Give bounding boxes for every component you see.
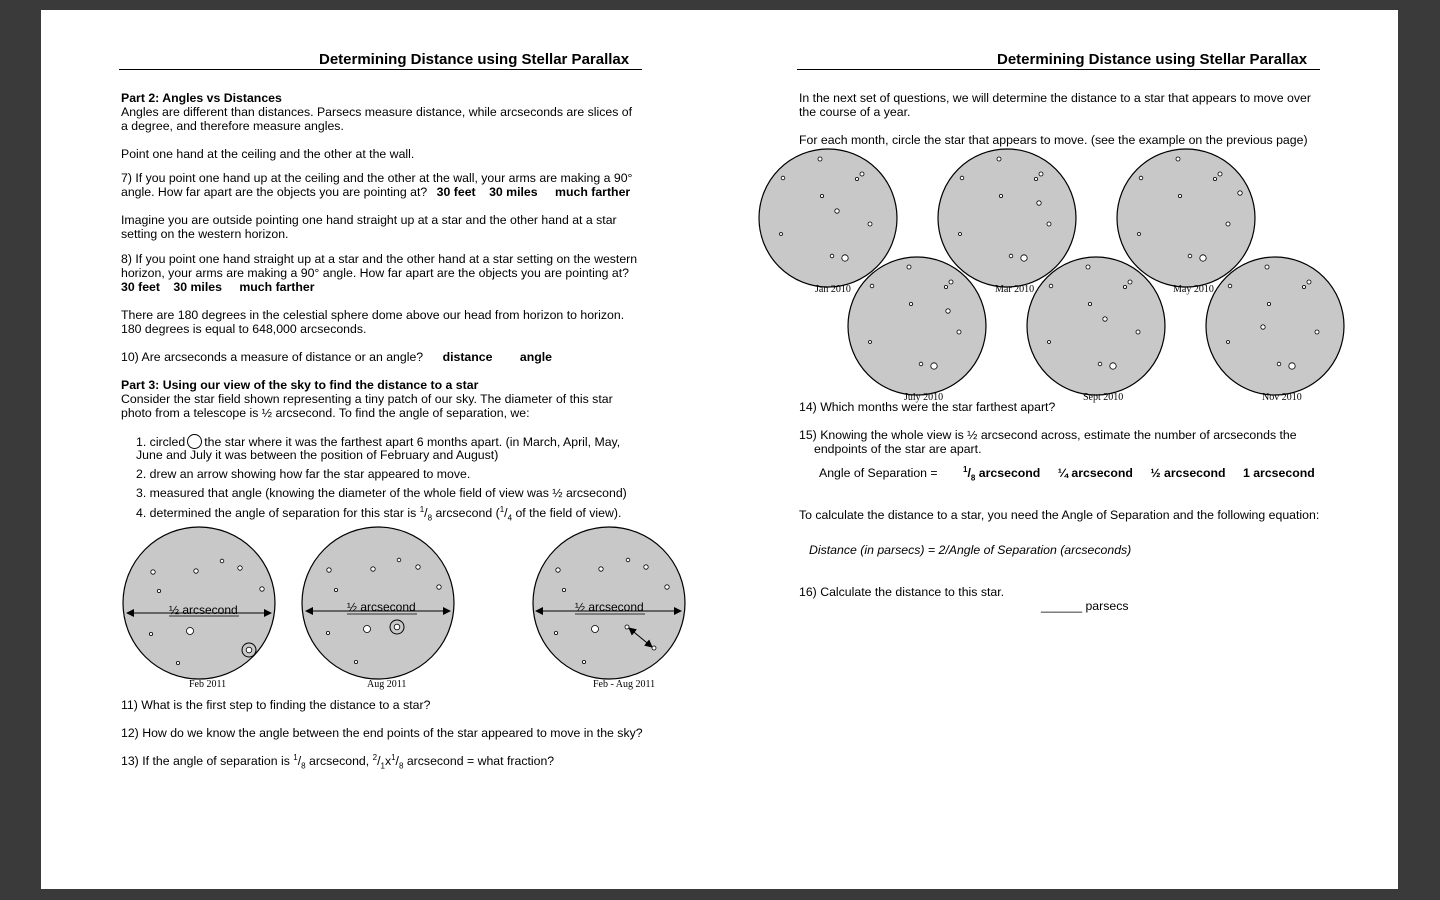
step4-text-a: 4. determined the angle of separation for this star is bbox=[136, 506, 417, 520]
left-page-title: Determining Distance using Stellar Parallax bbox=[319, 51, 630, 68]
point-instruction: Point one hand at the ceiling and the other at the wall. bbox=[121, 147, 415, 161]
angle-options bbox=[819, 464, 1315, 483]
step1-text: the star where it was the farthest apart 6 months apart. (in March, April, May, bbox=[204, 435, 621, 449]
diagram-3-scale-label: ½ arcsecond bbox=[575, 600, 644, 614]
circle-symbol-icon bbox=[187, 434, 202, 449]
q10-choice-angle[interactable]: angle bbox=[519, 350, 552, 364]
step1-line2: June and July it was between the position of February and August) bbox=[136, 448, 499, 462]
month-label-sept: Sept 2010 bbox=[1083, 392, 1124, 403]
intro-line1: In the next set of questions, we will determine the distance to a star that appears to move over bbox=[799, 91, 1311, 105]
q8-choice-much-farther[interactable]: much farther bbox=[239, 280, 315, 294]
opt1-text: arcsecond bbox=[978, 466, 1041, 480]
diagram-feb-aug-2011 bbox=[533, 527, 685, 690]
q14: 14) Which months were the star farthest apart? bbox=[799, 400, 1056, 414]
degrees-line2: 180 degrees is equal to 648,000 arcseconds. bbox=[121, 322, 367, 336]
q7-line2 bbox=[121, 185, 630, 199]
q10 bbox=[121, 350, 552, 364]
star-field-sept-2010[interactable] bbox=[1027, 257, 1165, 403]
step4-frac1-num: 1 bbox=[419, 504, 425, 514]
q13-times: x bbox=[384, 754, 392, 768]
imagine-line2: setting on the western horizon. bbox=[121, 227, 289, 241]
step4-frac2-den: 4 bbox=[507, 513, 513, 523]
part3-heading: Part 3: Using our view of the sky to find the distance to a star bbox=[121, 378, 479, 392]
degrees-line1: There are 180 degrees in the celestial sphere dome above our head from horizon to horizon. bbox=[121, 308, 625, 322]
diagram-feb-2011 bbox=[123, 527, 275, 690]
step4-frac2-num: 1 bbox=[499, 504, 505, 514]
diagram-2-label: Aug 2011 bbox=[367, 679, 407, 690]
distance-equation: Distance (in parsecs) = 2/Angle of Separation (arcseconds) bbox=[809, 543, 1132, 557]
q7-question: angle. How far apart are the objects you are pointing at? bbox=[121, 185, 428, 199]
step2: 2. drew an arrow showing how far the star appeared to move. bbox=[136, 467, 471, 481]
option-eighth-arcsecond[interactable]: $^1/_8$ arcsecond bbox=[963, 464, 1041, 483]
circle-instruction: For each month, circle the star that appears to move. (see the example on the previous page) bbox=[799, 133, 1308, 147]
q13-frac2-num: 2 bbox=[372, 752, 378, 762]
q8-line1: 8) If you point one hand straight up at a star and the other hand at a star setting on the western bbox=[121, 252, 638, 266]
q16-answer bbox=[1041, 599, 1129, 613]
month-star-fields bbox=[756, 148, 1356, 403]
q8-choice-30-miles[interactable]: 30 miles bbox=[173, 280, 222, 294]
diagram-3-label: Feb - Aug 2011 bbox=[593, 679, 656, 690]
star-field-nov-2010[interactable] bbox=[1206, 257, 1344, 403]
q13: 13) If the angle of separation is $^1/_8$ arcsecond, $^2/_1x^1/_8$ arcsecond = what fraction? bbox=[121, 752, 555, 771]
step4: 4. determined the angle of separation for this star is $^1/_8$ arcsecond ($^1/_4$ of the field of view). bbox=[136, 504, 622, 523]
example-diagrams bbox=[121, 525, 656, 690]
opt1-den: 8 bbox=[970, 473, 976, 483]
part2-text-line1: Angles are different than distances. Parsecs measure distance, while arcseconds are slices of bbox=[121, 105, 633, 119]
q7-line1: 7) If you point one hand up at the ceiling and the other at the wall, your arms are making a 90° bbox=[121, 171, 633, 185]
part3-line2: photo from a telescope is ½ arcsecond. To find the angle of separation, we: bbox=[121, 406, 530, 420]
month-label-may: May 2010 bbox=[1173, 284, 1214, 295]
q13-frac3-den: 8 bbox=[398, 761, 404, 771]
opt1-num: 1 bbox=[963, 464, 968, 474]
part2-text-line2: a degree, and therefore measure angles. bbox=[121, 119, 344, 133]
answer-blank[interactable]: ______ bbox=[1041, 599, 1083, 613]
star-field-july-2010[interactable] bbox=[848, 257, 986, 403]
step4-frac1-den: 8 bbox=[427, 513, 433, 523]
q8-line2: horizon, your arms are making a 90° angle. How far apart are the objects you are pointing at? bbox=[121, 266, 630, 280]
q13-text-b: arcsecond, bbox=[309, 754, 370, 768]
left-title-rule bbox=[119, 69, 642, 70]
q16: 16) Calculate the distance to this star. bbox=[799, 585, 1005, 599]
diagram-1-scale-label: ½ arcsecond bbox=[169, 603, 238, 617]
angle-label: Angle of Separation = bbox=[819, 466, 938, 480]
q10-choice-distance[interactable]: distance bbox=[442, 350, 493, 364]
q11: 11) What is the first step to finding the distance to a star? bbox=[121, 698, 431, 712]
q7-choice-30-feet[interactable]: 30 feet bbox=[436, 185, 476, 199]
right-page-title: Determining Distance using Stellar Parallax bbox=[997, 51, 1308, 68]
step4-text-b: arcsecond ( bbox=[435, 506, 500, 520]
q8-choice-30-feet[interactable]: 30 feet bbox=[121, 280, 160, 294]
month-label-july: July 2010 bbox=[904, 392, 944, 403]
right-title-rule bbox=[797, 69, 1320, 70]
q13-text-c: arcsecond = what fraction? bbox=[406, 754, 555, 768]
q13-frac1-den: 8 bbox=[301, 761, 306, 771]
q15-line2: endpoints of the star are apart. bbox=[814, 442, 982, 456]
option-quarter-arcsecond[interactable]: ¼ arcsecond bbox=[1057, 466, 1133, 480]
month-label-mar: Mar 2010 bbox=[995, 284, 1035, 295]
option-half-arcsecond[interactable]: ½ arcsecond bbox=[1150, 466, 1226, 480]
parsecs-unit: parsecs bbox=[1085, 599, 1129, 613]
imagine-line1: Imagine you are outside pointing one hand straight up at a star and the other hand at a star bbox=[121, 213, 617, 227]
intro-line2: the course of a year. bbox=[799, 105, 911, 119]
q8-choices bbox=[121, 280, 315, 294]
q7-choice-much-farther[interactable]: much farther bbox=[555, 185, 631, 199]
calc-instruction: To calculate the distance to a star, you need the Angle of Separation and the following equation: bbox=[799, 508, 1320, 522]
q13-frac3-num: 1 bbox=[391, 752, 396, 762]
q12: 12) How do we know the angle between the end points of the star appeared to move in the sky? bbox=[121, 726, 643, 740]
q13-frac2-den: 1 bbox=[380, 761, 385, 771]
diagram-aug-2011 bbox=[302, 527, 454, 690]
q13-text-a: 13) If the angle of separation is bbox=[121, 754, 290, 768]
step4-text-c: of the field of view). bbox=[515, 506, 622, 520]
diagram-2-scale-label: ½ arcsecond bbox=[347, 600, 416, 614]
step1-line1 bbox=[136, 434, 620, 449]
option-one-arcsecond[interactable]: 1 arcsecond bbox=[1242, 466, 1315, 480]
month-label-nov: Nov 2010 bbox=[1262, 392, 1302, 403]
diagram-1-label: Feb 2011 bbox=[189, 679, 227, 690]
part2-heading: Part 2: Angles vs Distances bbox=[121, 91, 282, 105]
step3: 3. measured that angle (knowing the diameter of the whole field of view was ½ arcsecond) bbox=[136, 486, 627, 500]
month-label-jan: Jan 2010 bbox=[815, 284, 851, 295]
worksheet-page bbox=[41, 10, 1398, 889]
q10-question: 10) Are arcseconds a measure of distance or an angle? bbox=[121, 350, 424, 364]
part3-line1: Consider the star field shown representing a tiny patch of our sky. The diameter of this star bbox=[121, 392, 613, 406]
step1-label: 1. circled bbox=[136, 435, 186, 449]
q13-frac1-num: 1 bbox=[293, 752, 298, 762]
q7-choice-30-miles[interactable]: 30 miles bbox=[489, 185, 538, 199]
q15-line1: 15) Knowing the whole view is ½ arcsecond across, estimate the number of arcseconds the bbox=[799, 428, 1297, 442]
